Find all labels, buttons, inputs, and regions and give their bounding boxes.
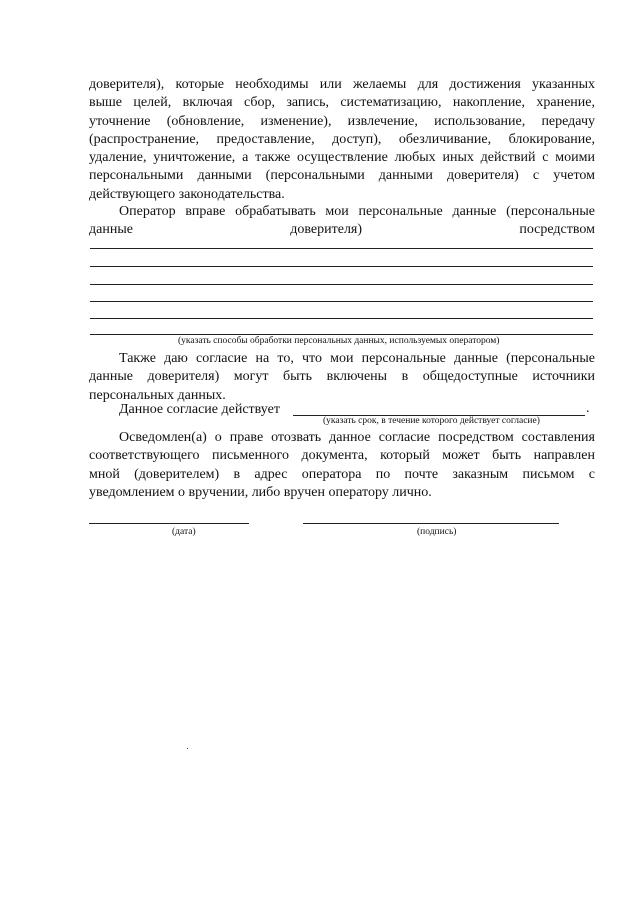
withdrawal-paragraph	[89, 429, 595, 502]
fill-in-line	[90, 284, 593, 285]
date-line	[89, 523, 249, 524]
text-line: уточнение (обновление, изменение), извлечение, использование, передачу	[89, 113, 595, 129]
validity-period: .	[586, 401, 590, 416]
text-line: данные доверителя) могут быть включены в общедоступные источники	[89, 369, 595, 385]
consent-actions-paragraph	[89, 76, 595, 204]
text-line: персональных данных.	[89, 387, 226, 403]
fill-in-line	[90, 318, 593, 319]
fill-in-line	[90, 301, 593, 302]
validity-term-caption: (указать срок, в течение которого действует согласие)	[323, 416, 540, 426]
text-line: соответствующего письменного документа, который может быть направлен	[89, 448, 595, 464]
text-line: действующего законодательства.	[89, 186, 285, 202]
fill-in-line	[90, 266, 593, 267]
signature-line	[303, 523, 559, 524]
validity-label: Данное согласие действует	[119, 402, 280, 417]
text-line: (распространение, предоставление, доступ), обезличивание, блокирование,	[89, 131, 595, 147]
text-line: персональными данными (персональными данными доверителя) с учетом	[89, 168, 595, 184]
text-line: Осведомлен(а) о праве отозвать данное согласие посредством составления	[119, 430, 595, 445]
date-caption: (дата)	[172, 527, 196, 537]
text-line: мной (доверителем) в адрес оператора по почте заказным письмом с	[89, 466, 595, 482]
text-line: данные доверителя) посредством	[89, 222, 595, 238]
text-line: Также даю согласие на то, что мои персональные данные (персональные	[119, 351, 595, 366]
public-sources-paragraph	[89, 350, 595, 405]
text-line: удаление, уничтожение, а также осуществление любых иных действий с моими	[89, 150, 595, 166]
operator-processing-paragraph	[89, 203, 595, 240]
text-line: Оператор вправе обрабатывать мои персональные данные (персональные	[119, 204, 595, 219]
scan-speck	[187, 748, 188, 749]
text-line: выше целей, включая сбор, запись, систематизацию, накопление, хранение,	[89, 95, 595, 111]
fill-in-line	[90, 334, 593, 335]
fill-in-line	[90, 248, 593, 249]
text-line: уведомлением о вручении, либо вручен оператору лично.	[89, 484, 432, 500]
processing-methods-caption: (указать способы обработки персональных данных, используемых оператором)	[178, 336, 500, 346]
signature-caption: (подпись)	[417, 527, 457, 537]
text-line: доверителя), которые необходимы или желаемы для достижения указанных	[89, 77, 595, 92]
